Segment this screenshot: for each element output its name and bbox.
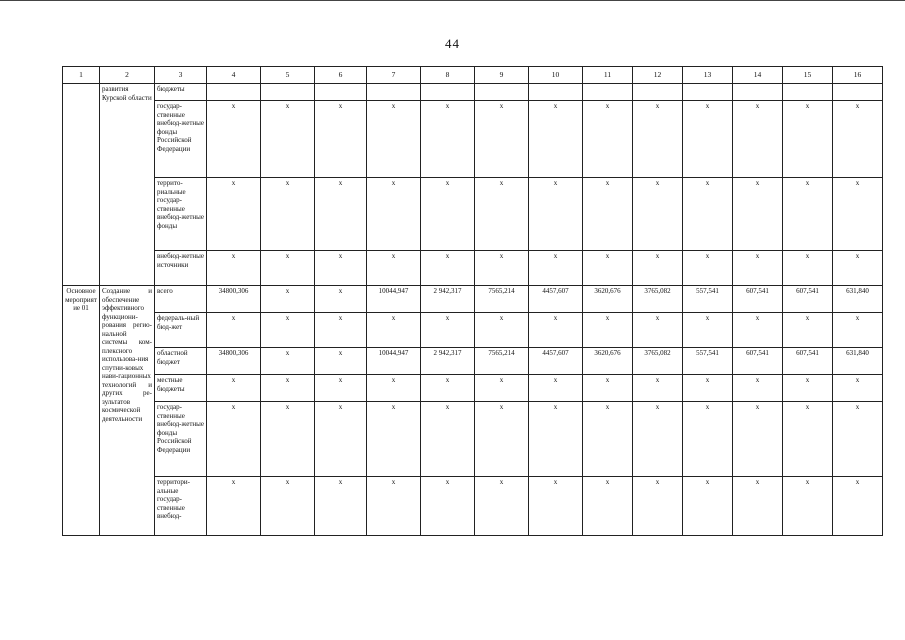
value-cell: x xyxy=(315,477,367,536)
value-cell: x xyxy=(833,251,883,286)
source-label-cell: внебюд-жетные источники xyxy=(155,251,207,286)
value-cell: x xyxy=(261,178,315,251)
source-label-cell: федераль-ный бюд-жет xyxy=(155,313,207,348)
table-row xyxy=(63,313,883,348)
header-cell: 13 xyxy=(683,67,733,84)
value-cell: x xyxy=(367,375,421,402)
source-label-cell: всего xyxy=(155,286,207,313)
value-cell: x xyxy=(583,313,633,348)
source-label-cell: областной бюджет xyxy=(155,348,207,375)
page-top-rule xyxy=(0,0,905,1)
value-cell: 10044,947 xyxy=(367,286,421,313)
value-cell: 2 942,317 xyxy=(421,348,475,375)
value-cell: x xyxy=(633,477,683,536)
value-cell: x xyxy=(367,477,421,536)
value-cell: 34800,306 xyxy=(207,286,261,313)
value-cell: x xyxy=(683,251,733,286)
value-cell: x xyxy=(783,313,833,348)
value-cell: 607,541 xyxy=(733,348,783,375)
header-cell: 10 xyxy=(529,67,583,84)
value-cell: x xyxy=(367,251,421,286)
value-cell xyxy=(583,84,633,101)
value-cell: x xyxy=(421,178,475,251)
value-cell: x xyxy=(421,313,475,348)
table-row xyxy=(63,178,883,251)
value-cell: x xyxy=(583,178,633,251)
value-cell: x xyxy=(733,375,783,402)
value-cell xyxy=(833,84,883,101)
value-cell: x xyxy=(475,313,529,348)
table-row xyxy=(63,251,883,286)
value-cell xyxy=(733,84,783,101)
value-cell: 3620,676 xyxy=(583,348,633,375)
header-cell: 5 xyxy=(261,67,315,84)
table-row xyxy=(63,84,883,101)
value-cell: x xyxy=(783,178,833,251)
source-label-cell: государ-ственные внебюд-жетные фонды Российской Федерации xyxy=(155,101,207,178)
value-cell: x xyxy=(733,178,783,251)
value-cell: 631,840 xyxy=(833,348,883,375)
table-row xyxy=(63,477,883,536)
value-cell: x xyxy=(833,101,883,178)
header-cell: 8 xyxy=(421,67,475,84)
table-row xyxy=(63,375,883,402)
value-cell: 557,541 xyxy=(683,286,733,313)
value-cell: x xyxy=(733,101,783,178)
financing-table xyxy=(62,66,883,536)
source-label-cell: террито-риальные государ-ственные внебюд-жетные фонды xyxy=(155,178,207,251)
value-cell: x xyxy=(583,477,633,536)
value-cell: x xyxy=(783,477,833,536)
value-cell: x xyxy=(529,313,583,348)
value-cell: x xyxy=(475,101,529,178)
value-cell: x xyxy=(207,477,261,536)
value-cell: x xyxy=(207,251,261,286)
header-cell: 11 xyxy=(583,67,633,84)
value-cell: x xyxy=(633,313,683,348)
value-cell: 7565,214 xyxy=(475,286,529,313)
value-cell: x xyxy=(583,402,633,477)
value-cell: x xyxy=(475,375,529,402)
value-cell: x xyxy=(475,251,529,286)
value-cell: x xyxy=(315,348,367,375)
source-label-cell: бюджеты xyxy=(155,84,207,101)
value-cell: 34800,306 xyxy=(207,348,261,375)
value-cell: x xyxy=(315,313,367,348)
value-cell: 607,541 xyxy=(783,286,833,313)
header-cell: 14 xyxy=(733,67,783,84)
table-row xyxy=(63,348,883,375)
value-cell: 2 942,317 xyxy=(421,286,475,313)
value-cell: 7565,214 xyxy=(475,348,529,375)
value-cell: x xyxy=(683,313,733,348)
value-cell xyxy=(529,84,583,101)
value-cell: x xyxy=(833,477,883,536)
header-cell: 4 xyxy=(207,67,261,84)
header-cell: 3 xyxy=(155,67,207,84)
value-cell: x xyxy=(207,375,261,402)
value-cell: 4457,607 xyxy=(529,348,583,375)
value-cell: 631,840 xyxy=(833,286,883,313)
value-cell: x xyxy=(261,286,315,313)
value-cell: x xyxy=(633,402,683,477)
value-cell: x xyxy=(207,402,261,477)
table-row xyxy=(63,402,883,477)
value-cell: x xyxy=(207,313,261,348)
header-cell: 12 xyxy=(633,67,683,84)
header-cell: 7 xyxy=(367,67,421,84)
value-cell: x xyxy=(529,402,583,477)
value-cell: x xyxy=(783,375,833,402)
value-cell: x xyxy=(421,101,475,178)
header-row xyxy=(63,67,883,84)
value-cell: x xyxy=(733,251,783,286)
value-cell: 607,541 xyxy=(733,286,783,313)
value-cell: x xyxy=(783,101,833,178)
value-cell: x xyxy=(583,251,633,286)
value-cell xyxy=(633,84,683,101)
value-cell: x xyxy=(683,101,733,178)
value-cell: x xyxy=(367,178,421,251)
value-cell xyxy=(261,84,315,101)
table-row xyxy=(63,101,883,178)
value-cell: x xyxy=(529,101,583,178)
value-cell: x xyxy=(261,375,315,402)
value-cell: x xyxy=(833,178,883,251)
value-cell: 4457,607 xyxy=(529,286,583,313)
value-cell: x xyxy=(315,375,367,402)
value-cell: x xyxy=(683,477,733,536)
value-cell: x xyxy=(421,477,475,536)
value-cell: x xyxy=(583,375,633,402)
value-cell: x xyxy=(529,477,583,536)
value-cell: x xyxy=(315,286,367,313)
value-cell xyxy=(783,84,833,101)
value-cell: x xyxy=(833,402,883,477)
header-cell: 15 xyxy=(783,67,833,84)
source-label-cell: местные бюджеты xyxy=(155,375,207,402)
value-cell: x xyxy=(475,477,529,536)
value-cell: x xyxy=(633,178,683,251)
value-cell: x xyxy=(421,375,475,402)
header-cell: 2 xyxy=(100,67,155,84)
source-label-cell: территори-альные государ-ственные внебюд- xyxy=(155,477,207,536)
value-cell: x xyxy=(367,313,421,348)
event-code-cell: Основное мероприятие 01 xyxy=(63,286,100,536)
value-cell xyxy=(475,84,529,101)
value-cell: 3765,082 xyxy=(633,286,683,313)
value-cell: x xyxy=(261,348,315,375)
value-cell: x xyxy=(733,313,783,348)
table-row xyxy=(63,286,883,313)
event-name-cell: Создание и обеспечение эффективного функциони-рования регио-нальной системы ком-плексного использова-ния спутни-ковых нави-гационных технологий и других ре-зультатов космической деятельности xyxy=(100,286,155,536)
value-cell: 607,541 xyxy=(783,348,833,375)
value-cell: x xyxy=(207,178,261,251)
value-cell: x xyxy=(261,251,315,286)
value-cell xyxy=(421,84,475,101)
value-cell: x xyxy=(683,178,733,251)
value-cell: x xyxy=(261,313,315,348)
header-cell: 16 xyxy=(833,67,883,84)
value-cell xyxy=(683,84,733,101)
value-cell: 3765,082 xyxy=(633,348,683,375)
value-cell: x xyxy=(315,178,367,251)
value-cell: x xyxy=(367,101,421,178)
value-cell: x xyxy=(261,477,315,536)
value-cell: x xyxy=(475,178,529,251)
header-cell: 1 xyxy=(63,67,100,84)
value-cell: x xyxy=(583,101,633,178)
value-cell: x xyxy=(529,178,583,251)
value-cell xyxy=(207,84,261,101)
program-name-cell: развития Курской области xyxy=(100,84,155,286)
value-cell: x xyxy=(633,101,683,178)
value-cell: x xyxy=(529,251,583,286)
value-cell: x xyxy=(367,402,421,477)
value-cell: x xyxy=(261,402,315,477)
value-cell: 10044,947 xyxy=(367,348,421,375)
value-cell: x xyxy=(683,375,733,402)
value-cell: x xyxy=(733,402,783,477)
value-cell: x xyxy=(207,101,261,178)
source-label-cell: государ-ственные внебюд-жетные фонды Российской Федерации xyxy=(155,402,207,477)
value-cell: x xyxy=(421,402,475,477)
value-cell: x xyxy=(529,375,583,402)
value-cell: 3620,676 xyxy=(583,286,633,313)
value-cell: x xyxy=(315,402,367,477)
event-code-cell xyxy=(63,84,100,286)
value-cell: x xyxy=(633,251,683,286)
value-cell: x xyxy=(475,402,529,477)
value-cell: x xyxy=(833,313,883,348)
header-cell: 6 xyxy=(315,67,367,84)
value-cell: x xyxy=(783,402,833,477)
page-number: 44 xyxy=(445,36,460,51)
value-cell: 557,541 xyxy=(683,348,733,375)
value-cell: x xyxy=(783,251,833,286)
value-cell: x xyxy=(315,101,367,178)
value-cell: x xyxy=(261,101,315,178)
value-cell: x xyxy=(633,375,683,402)
value-cell: x xyxy=(315,251,367,286)
value-cell xyxy=(367,84,421,101)
value-cell: x xyxy=(833,375,883,402)
value-cell: x xyxy=(421,251,475,286)
value-cell: x xyxy=(733,477,783,536)
value-cell: x xyxy=(683,402,733,477)
header-cell: 9 xyxy=(475,67,529,84)
value-cell xyxy=(315,84,367,101)
